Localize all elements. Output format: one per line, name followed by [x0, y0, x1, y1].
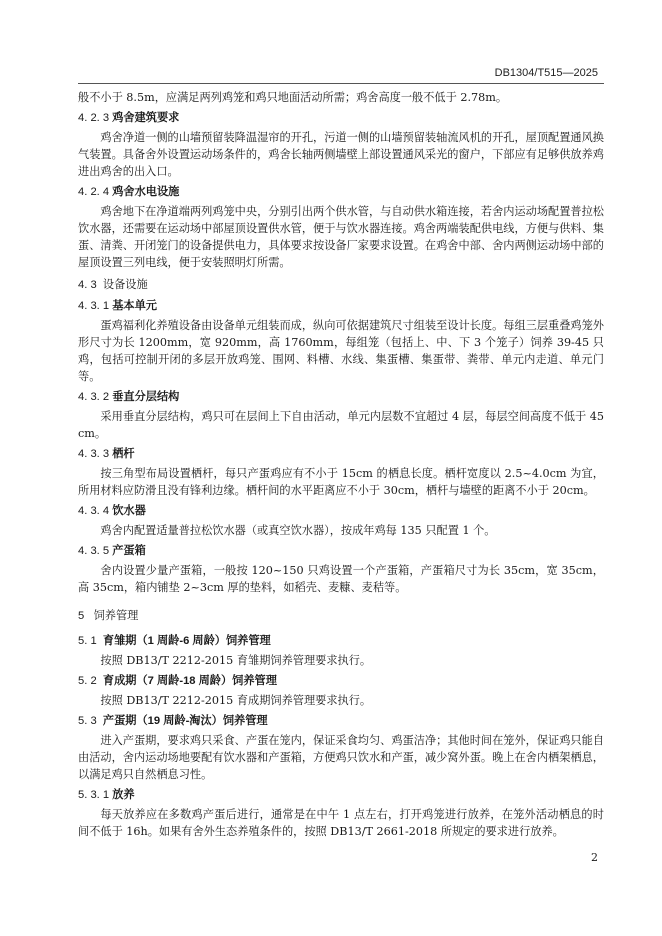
heading-title: 基本单元 [112, 300, 157, 312]
heading-5-3 [78, 713, 604, 730]
paragraph-5-2: 按照 DB13/T 2212-2015 育成期饲养管理要求执行。 [100, 694, 372, 707]
heading-title: 栖杆 [112, 448, 135, 460]
heading-number: 4. 3. 2 [78, 391, 110, 403]
paragraph-4-2-4: 鸡舍地下在净道端两列鸡笼中央，分别引出两个供水管，与自动供水箱连接，若舍内运动场配置普拉松饮水器，还需要在运动场中部屋顶设置供水管，便于与饮水器连接。鸡舍两端装配供电线，方便与供料、集蛋、清粪、开闭笼门的设备提供电力，具体要求按设备厂家要求设置。在鸡舍中部、舍内两侧运动场中部的屋顶设置三列电线，便于安装照明灯所需。 [78, 205, 604, 269]
heading-number: 5. 3. 1 [78, 789, 110, 801]
heading-4-2-4 [78, 184, 604, 201]
heading-4-3-3 [78, 446, 604, 463]
heading-number: 4. 3. 5 [78, 545, 110, 557]
heading-title: 垂直分层结构 [112, 391, 180, 403]
chapter-5-heading [78, 608, 604, 625]
heading-4-3-2 [78, 389, 604, 406]
heading-title: 设备设施 [102, 279, 148, 291]
heading-title: 饮水器 [112, 505, 146, 517]
heading-title: 产蛋期（19 周龄-淘汰）饲养管理 [102, 715, 268, 727]
heading-4-3-4 [78, 503, 604, 520]
heading-title: 放养 [112, 789, 135, 801]
heading-number: 5 [78, 610, 85, 622]
paragraph-4-3-5: 舍内设置少量产蛋箱，一般按 120~150 只鸡设置一个产蛋箱，产蛋箱尺寸为长 35cm，宽 35cm，高 35cm，箱内铺垫 2~3cm 厚的垫料，如稻壳、麦糠、麦秸等。 [78, 564, 604, 594]
heading-number: 4. 3. 3 [78, 448, 110, 460]
heading-5-3-1 [78, 787, 604, 804]
heading-number: 4. 3. 4 [78, 505, 110, 517]
paragraph-5-3: 进入产蛋期，要求鸡只采食、产蛋在笼内，保证采食均匀、鸡蛋洁净；其他时间在笼外，保证鸡只能自由活动，舍内运动场地要配有饮水器和产蛋箱，方便鸡只饮水和产蛋，减少窝外蛋。晚上在舍内栖架栖息，以满足鸡只自然栖息习性。 [78, 734, 604, 781]
paragraph-5-1: 按照 DB13/T 2212-2015 育雏期饲养管理要求执行。 [100, 654, 372, 667]
header-divider [78, 83, 604, 84]
heading-4-3 [78, 277, 604, 294]
paragraph-4-3-1: 蛋鸡福利化养殖设备由设备单元组装而成，纵向可依据建筑尺寸组装至设计长度。每组三层重叠鸡笼外形尺寸为长 1200mm，宽 920mm，高 1760mm，每组笼（包括上、中、下 3 个笼子）饲养 39-45 只鸡，包括可控制开闭的多层开放鸡笼、围网、料槽、水线、集蛋槽、集蛋带、粪带、单元内走道、单元门等。 [78, 319, 604, 383]
heading-number: 5. 2 [78, 675, 97, 687]
paragraph-top: 般不小于 8.5m，应满足两列鸡笼和鸡只地面活动所需；鸡舍高度一般不低于 2.78m。 [78, 91, 508, 104]
heading-title: 产蛋箱 [112, 545, 146, 557]
heading-number: 5. 1 [78, 635, 97, 647]
heading-5-2 [78, 673, 604, 690]
paragraph-4-3-2: 采用垂直分层结构，鸡只可在层间上下自由活动，单元内层数不宜超过 4 层，每层空间高度不低于 45cm。 [78, 410, 604, 440]
heading-title: 育雏期（1 周龄-6 周龄）饲养管理 [102, 635, 271, 647]
heading-number: 4. 3. 1 [78, 300, 110, 312]
heading-title: 饲养管理 [93, 610, 139, 622]
document-body [78, 89, 604, 840]
heading-5-1 [78, 633, 604, 650]
document-code: DB1304/T515—2025 [494, 67, 598, 79]
heading-4-2-3 [78, 110, 604, 127]
paragraph-5-3-1: 每天放养应在多数鸡产蛋后进行，通常是在中午 1 点左右，打开鸡笼进行放养，在笼外活动栖息的时间不低于 16h。如果有舍外生态养殖条件的，按照 DB13/T 2661-2018 所规定的要求进行放养。 [78, 808, 604, 838]
heading-number: 5. 3 [78, 715, 97, 727]
paragraph-4-2-3: 鸡舍净道一侧的山墙预留装降温湿帘的开孔，污道一侧的山墙预留装轴流风机的开孔，屋顶配置通风换气装置。具备舍外设置运动场条件的，鸡舍长轴两侧墙壁上部设置通风采光的窗户，下部应有足够供放养鸡进出鸡舍的出入口。 [78, 131, 604, 178]
heading-title: 鸡舍建筑要求 [112, 112, 180, 124]
heading-title: 育成期（7 周龄-18 周龄）饲养管理 [102, 675, 277, 687]
heading-4-3-5 [78, 543, 604, 560]
heading-title: 鸡舍水电设施 [112, 186, 180, 198]
paragraph-4-3-4: 鸡舍内配置适量普拉松饮水器（或真空饮水器），按成年鸡每 135 只配置 1 个。 [100, 524, 496, 537]
heading-4-3-1 [78, 298, 604, 315]
heading-number: 4. 2. 3 [78, 112, 110, 124]
heading-number: 4. 2. 4 [78, 186, 110, 198]
heading-number: 4. 3 [78, 279, 97, 291]
page-number: 2 [591, 851, 598, 864]
paragraph-4-3-3: 按三角型布局设置栖杆，每只产蛋鸡应有不小于 15cm 的栖息长度。栖杆宽度以 2.5~4.0cm 为宜，所用材料应防滑且没有锋利边缘。栖杆间的水平距离应不小于 30cm，栖杆与墙壁的距离不小于 20cm。 [78, 467, 604, 497]
